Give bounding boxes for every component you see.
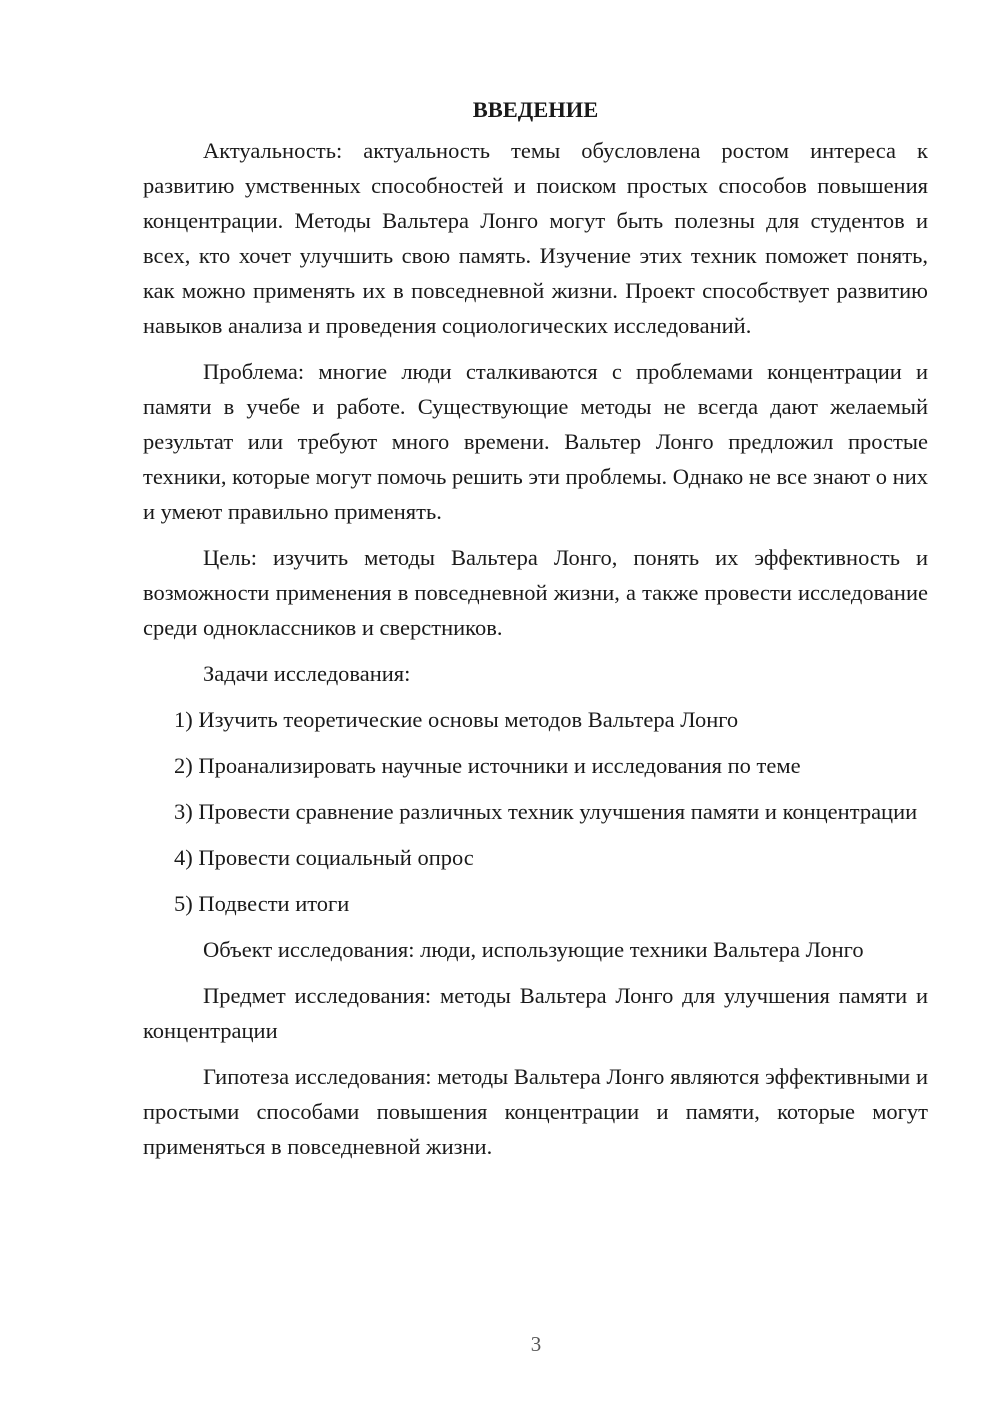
tasks-list [143,702,928,921]
list-item: 5) Подвести итоги [174,891,350,916]
paragraph-object: Объект исследования: люди, использующие техники Вальтера Лонго [203,937,864,962]
paragraph-hypothesis: Гипотеза исследования: методы Вальтера Лонго являются эффективными и простыми способами повышения концентрации и памяти, которые могут применяться в повседневной жизни. [143,1064,928,1159]
list-item: 2) Проанализировать научные источники и исследования по теме [174,753,801,778]
list-item: 3) Провести сравнение различных техник улучшения памяти и концентрации [174,799,918,824]
section-heading: ВВЕДЕНИЕ [472,97,599,122]
page-content [143,92,928,1175]
paragraph-goal: Цель: изучить методы Вальтера Лонго, понять их эффективность и возможности применения в повседневной жизни, а также провести исследование среди одноклассников и сверстников. [143,545,928,640]
tasks-title: Задачи исследования: [203,661,411,686]
list-item: 1) Изучить теоретические основы методов Вальтера Лонго [174,707,739,732]
page-number: 3 [530,1332,542,1356]
list-item: 4) Провести социальный опрос [174,845,474,870]
paragraph-subject: Предмет исследования: методы Вальтера Лонго для улучшения памяти и концентрации [143,983,928,1043]
paragraph-relevance: Актуальность: актуальность темы обусловлена ростом интереса к развитию умственных способностей и поиском простых способов повышения концентрации. Методы Вальтера Лонго могут быть полезны для студентов и всех, кто хочет улучшить свою память. Изучение этих техник поможет понять, как можно применять их в повседневной жизни. Проект способствует развитию навыков анализа и проведения социологических исследований. [143,138,928,338]
paragraph-problem: Проблема: многие люди сталкиваются с проблемами концентрации и памяти в учебе и работе. Существующие методы не всегда дают желаемый результат или требуют много времени. Вальтер Лонго предложил простые техники, которые могут помочь решить эти проблемы. Однако не все знают о них и умеют правильно применять. [143,359,928,524]
